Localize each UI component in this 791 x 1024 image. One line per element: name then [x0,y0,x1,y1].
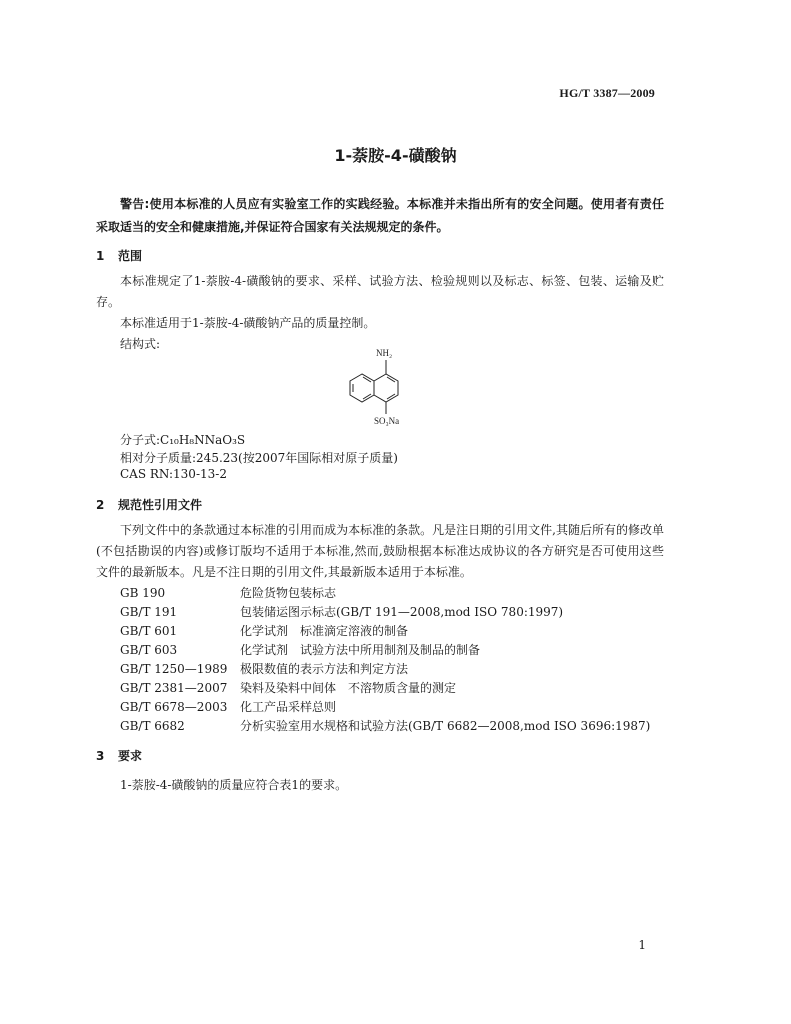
reference-code: GB/T 1250—1989 [120,662,228,676]
molecular-formula: 分子式:C₁₀H₈NNaO₃S [120,433,246,447]
page-number: 1 [638,938,646,952]
reference-code: GB 190 [120,586,166,600]
section-number: 1 [96,249,105,263]
section-title: 要求 [118,749,143,763]
right-ring [374,374,398,402]
reference-title: 分析实验室用水规格和试验方法(GB/T 6682—2008,mod ISO 3696:1987) [240,719,651,733]
molecular-mass: 相对分子质量:245.23(按2007年国际相对原子质量) [120,451,398,465]
reference-title: 染料及染料中间体 不溶物质含量的测定 [240,681,457,695]
cas-number: CAS RN:130-13-2 [120,467,227,481]
standard-code: HG/T 3387—2009 [559,86,655,100]
requirements-paragraph: 1-萘胺-4-磺酸钠的质量应符合表1的要求。 [120,778,348,792]
naphthalene-structure-diagram [330,346,440,426]
section-title: 范围 [118,249,143,263]
left-ring [350,374,374,402]
amino-group-label: NH₂ [376,348,393,358]
section-number: 2 [96,498,105,512]
scope-paragraph-1: 本标准规定了1-萘胺-4-磺酸钠的要求、采样、试验方法、检验规则以及标志、标签、包装、运输及贮存。 [96,274,664,309]
section-number: 3 [96,749,105,763]
reference-title: 包装储运图示标志(GB/T 191—2008,mod ISO 780:1997) [240,605,564,619]
sulfonate-group-label: SO₃Na [374,416,400,426]
section-title: 规范性引用文件 [118,498,203,512]
section-3-heading [96,747,142,764]
scope-paragraph-2: 本标准适用于1-萘胺-4-磺酸钠产品的质量控制。 [120,316,376,330]
reference-item [120,698,336,715]
reference-title: 化学试剂 标准滴定溶液的制备 [240,624,409,638]
structure-label: 结构式: [120,337,161,351]
reference-item [120,622,408,639]
reference-item [120,717,650,734]
reference-code: GB/T 603 [120,643,178,657]
reference-code: GB/T 6678—2003 [120,700,228,714]
reference-item [120,641,480,658]
section-2-heading [96,496,202,513]
reference-title: 化工产品采样总则 [240,700,337,714]
reference-item [120,679,456,696]
normative-references-intro: 下列文件中的条款通过本标准的引用而成为本标准的条款。凡是注日期的引用文件,其随后所有的修改单(不包括勘误的内容)或修订版均不适用于本标准,然而,鼓励根据本标准达成协议的各方研究是否可使用这些文件的最新版本。凡是不注日期的引用文件,其最新版本适用于本标准。 [96,523,664,579]
warning-paragraph: 警告:使用本标准的人员应有实验室工作的实践经验。本标准并未指出所有的安全问题。使用者有责任采取适当的安全和健康措施,并保证符合国家有关法规规定的条件。 [96,197,664,234]
reference-title: 极限数值的表示方法和判定方法 [240,662,409,676]
reference-item [120,660,408,677]
reference-code: GB/T 6682 [120,719,185,733]
reference-code: GB/T 2381—2007 [120,681,228,695]
reference-title: 化学试剂 试验方法中所用制剂及制品的制备 [240,643,481,657]
reference-item [120,584,336,601]
reference-code: GB/T 601 [120,624,178,638]
document-title: 1-萘胺-4-磺酸钠 [334,146,457,165]
section-1-heading [96,247,142,264]
reference-item [120,603,563,620]
reference-title: 危险货物包装标志 [240,586,337,600]
reference-code: GB/T 191 [120,605,178,619]
